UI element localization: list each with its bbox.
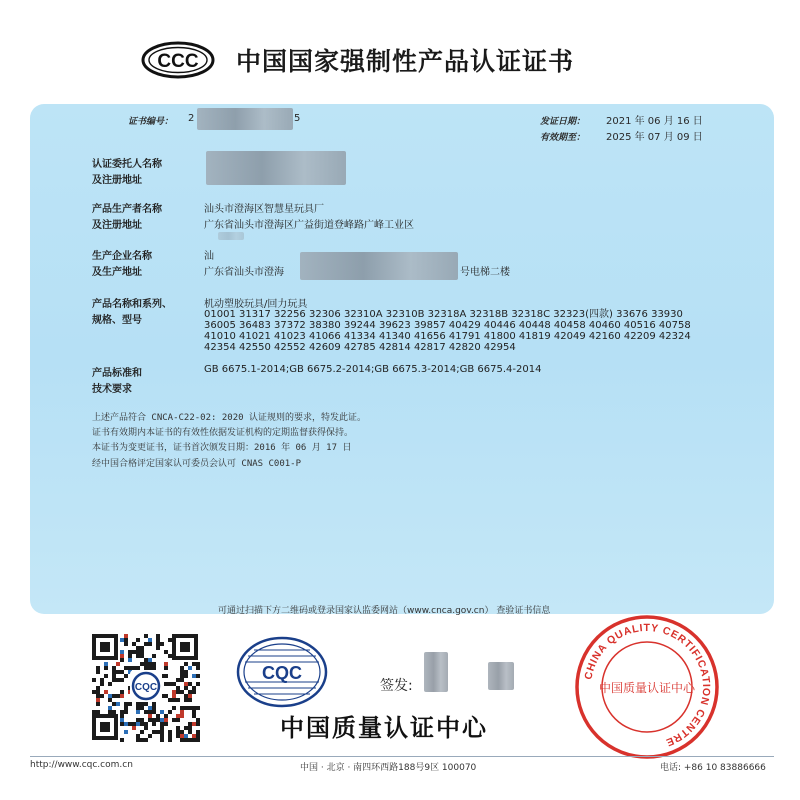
product-name: 机动塑胶玩具/回力玩具 xyxy=(204,299,308,310)
client-label-2: 及注册地址 xyxy=(92,175,142,186)
qr-code-icon[interactable] xyxy=(90,632,200,742)
footer-divider xyxy=(30,756,774,757)
issue-date: 2021 年 06 月 16 日 xyxy=(606,116,703,127)
product-label-1: 产品名称和系列、 xyxy=(92,299,172,310)
producer-name: 汕头市澄海区智慧星玩具厂 xyxy=(204,204,324,215)
qr-center-logo-text: CQC xyxy=(134,682,158,693)
product-label-2: 规格、型号 xyxy=(92,315,142,326)
producer-label-2: 及注册地址 xyxy=(92,220,142,231)
model-line-3: 41010 41021 41023 41066 41334 41340 41656 41791 41800 41819 42049 42160 42209 42324 xyxy=(204,331,691,342)
issuer-name: 中国质量认证中心 xyxy=(280,714,488,742)
cert-no-end: 5 xyxy=(294,113,301,124)
model-line-4: 42354 42550 42552 42609 42785 42814 42817 42820 42954 xyxy=(204,342,516,353)
statement-3: 本证书为变更证书，证书首次颁发日期：2016 年 06 月 17 日 xyxy=(92,443,352,453)
sign-label: 签发: xyxy=(380,678,413,694)
cert-no-start: 2 xyxy=(188,113,195,124)
cert-no-label: 证书编号： xyxy=(128,117,174,127)
standards: GB 6675.1-2014;GB 6675.2-2014;GB 6675.3-2014;GB 6675.4-2014 xyxy=(204,364,542,375)
verification-note: 可通过扫描下方二维码或登录国家认监委网站（www.cnca.gov.cn） 查验证书信息 xyxy=(218,606,551,616)
model-line-1: 01001 31317 32256 32306 32310A 32310B 32318A 32318B 32318C 32323(四款) 33676 33930 xyxy=(204,309,683,320)
cqc-logo-text: CQC xyxy=(262,663,302,683)
footer-phone: 电话: +86 10 83886666 xyxy=(660,763,766,773)
model-line-2: 36005 36483 37372 38380 39244 39623 39857 40429 40446 40448 40458 40460 40516 40758 xyxy=(204,320,691,331)
factory-address-end: 号电梯二楼 xyxy=(460,267,510,278)
client-label-1: 认证委托人名称 xyxy=(92,159,162,170)
issue-date-label: 发证日期： xyxy=(540,117,586,127)
footer-website[interactable]: http://www.cqc.com.cn xyxy=(30,760,133,770)
signature-redaction-1 xyxy=(424,652,448,692)
producer-label-1: 产品生产者名称 xyxy=(92,204,162,215)
valid-date-label: 有效期至： xyxy=(540,133,586,143)
standard-label-2: 技术要求 xyxy=(92,384,132,395)
cert-no-redaction xyxy=(197,108,293,130)
statement-2: 证书有效期内本证书的有效性依据发证机构的定期监督获得保持。 xyxy=(92,428,354,438)
official-stamp-icon xyxy=(572,612,722,762)
factory-redaction xyxy=(300,252,458,280)
standard-label-1: 产品标准和 xyxy=(92,368,142,379)
footer-address: 中国 · 北京 · 南四环西路188号9区 100070 xyxy=(300,763,477,773)
factory-address-start: 广东省汕头市澄海 xyxy=(204,267,284,278)
cqc-logo-icon xyxy=(236,636,328,708)
stamp-inner-text: 中国质量认证中心 xyxy=(598,681,696,695)
factory-label-2: 及生产地址 xyxy=(92,267,142,278)
statement-1: 上述产品符合 CNCA-C22-02: 2020 认证规则的要求，特发此证。 xyxy=(92,413,366,423)
valid-date: 2025 年 07 月 09 日 xyxy=(606,132,703,143)
factory-name-start: 汕 xyxy=(204,251,214,262)
ccc-logo-icon xyxy=(140,40,216,80)
stamp-outer-text: CHINA QUALITY CERTIFICATION CENTRE xyxy=(582,621,713,749)
client-redaction xyxy=(206,151,346,185)
ccc-logo-text: CCC xyxy=(157,51,199,72)
statement-4: 经中国合格评定国家认可委员会认可 CNAS C001-P xyxy=(92,459,302,469)
producer-smudge xyxy=(218,232,244,240)
certificate-title: 中国国家强制性产品认证证书 xyxy=(236,47,575,76)
factory-label-1: 生产企业名称 xyxy=(92,251,152,262)
signature-redaction-2 xyxy=(488,662,514,690)
producer-address: 广东省汕头市澄海区广益街道登峰路广峰工业区 xyxy=(204,220,414,231)
